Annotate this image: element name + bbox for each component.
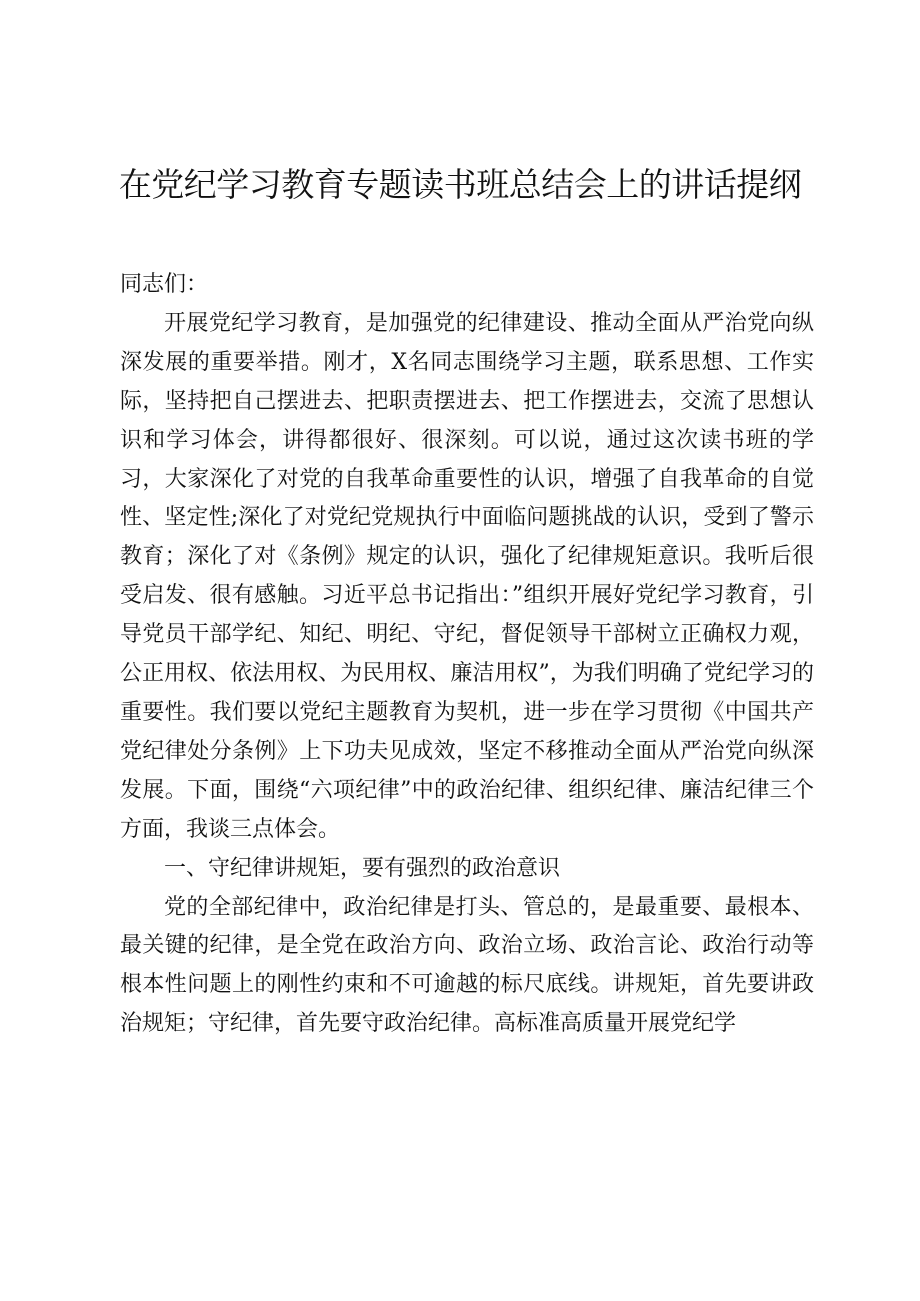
intro-paragraph: 开展党纪学习教育，是加强党的纪律建设、推动全面从严治党向纵深发展的重要举措。刚才，X名同志围绕学习主题，联系思想、工作实际，坚持把自己摆进去、把职责摆进去、把工作摆进去，交流了思想认识和学习体会，讲得都很好、很深刻。可以说，通过这次读书班的学习，大家深化了对党的自我革命重要性的认识，增强了自我革命的自觉性、坚定性;深化了对党纪党规执行中面临问题挑战的认识，受到了警示教育；深化了对《条例》规定的认识，强化了纪律规矩意识。我听后很受启发、很有感触。习近平总书记指出：”组织开展好党纪学习教育，引导党员干部学纪、知纪、明纪、守纪，督促领导干部树立正确权力观，公正用权、依法用权、为民用权、廉洁用权”，为我们明确了党纪学习的重要性。我们要以党纪主题教育为契机，进一步在学习贯彻《中国共产党纪律处分条例》上下功夫见成效，坚定不移推动全面从严治党向纵深发展。下面，围绕“六项纪律”中的政治纪律、组织纪律、廉洁纪律三个方面，我谈三点体会。 <box>120 310 814 842</box>
section-paragraph: 党的全部纪律中，政治纪律是打头、管总的，是最重要、最根本、最关键的纪律，是全党在政治方向、政治立场、政治言论、政治行动等根本性问题上的刚性约束和不可逾越的标尺底线。讲规矩，首先要讲政治规矩；守纪律，首先要守政治纪律。高标准高质量开展党纪学 <box>120 894 814 1037</box>
salutation: 同志们： <box>120 272 209 297</box>
document-body <box>120 266 814 1044</box>
document-title: 在党纪学习教育专题读书班总结会上的讲话提纲 <box>118 165 802 204</box>
section-heading: 一、守纪律讲规矩，要有强烈的政治意识 <box>164 855 561 881</box>
